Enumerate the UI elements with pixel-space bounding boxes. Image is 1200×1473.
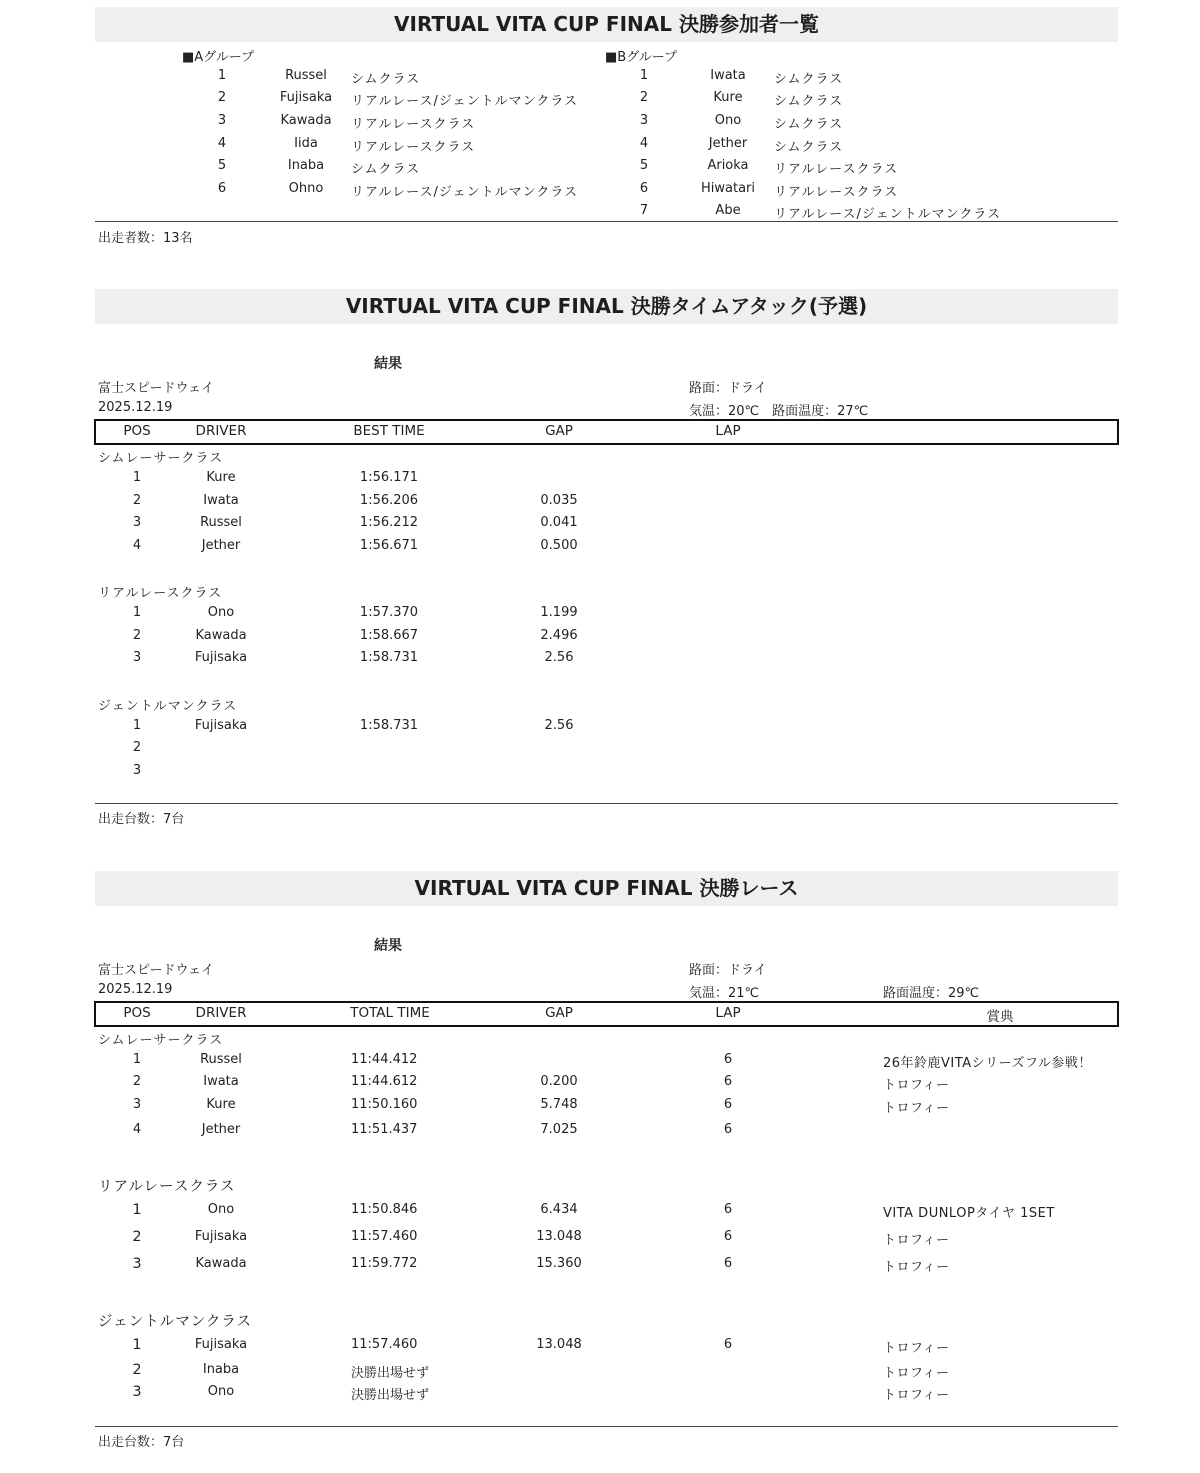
pos-cell: 2: [132, 628, 142, 643]
driver-cell: Inaba: [202, 1362, 240, 1377]
participant-class: リアルレース/ジェントルマンクラス: [351, 185, 578, 200]
driver-cell: Russel: [200, 1052, 242, 1067]
participant-class: リアルレース/ジェントルマンクラス: [774, 207, 1001, 222]
time-cell: 11:50.846: [351, 1202, 418, 1217]
participant-name: Arioka: [707, 158, 749, 173]
race-date: 2025.12.19: [98, 982, 173, 997]
driver-cell: Kure: [206, 470, 236, 485]
participant-class: シムクラス: [351, 162, 421, 177]
participant-class: シムクラス: [774, 117, 844, 132]
gap-cell: 0.035: [540, 493, 578, 508]
gap-cell: 0.041: [540, 515, 578, 530]
participant-number: 3: [639, 113, 649, 128]
time-cell: 11:44.412: [351, 1052, 418, 1067]
driver-cell: Kawada: [195, 1256, 247, 1271]
driver-cell: Ono: [207, 605, 235, 620]
divider: [95, 1426, 1118, 1427]
driver-cell: Fujisaka: [194, 1337, 248, 1352]
participant-class: シムクラス: [774, 94, 844, 109]
gap-cell: 13.048: [536, 1229, 582, 1244]
pos-cell: 3: [132, 650, 142, 665]
lap-cell: 6: [723, 1202, 733, 1217]
participant-name: Ohno: [288, 181, 324, 196]
gap-cell: 13.048: [536, 1337, 582, 1352]
gap-cell: 2.496: [540, 628, 578, 643]
time-cell: 11:57.460: [351, 1337, 418, 1352]
qualifying-date: 2025.12.19: [98, 400, 173, 415]
qualifying-header-time: BEST TIME: [353, 423, 425, 439]
gap-cell: 2.56: [544, 718, 574, 733]
prize-cell: トロフィー: [883, 1233, 950, 1248]
participant-number: 5: [217, 158, 227, 173]
gap-cell: 1.199: [540, 605, 578, 620]
participant-number: 3: [217, 113, 227, 128]
participant-class: リアルレースクラス: [351, 117, 476, 132]
time-cell: 1:56.206: [359, 493, 419, 508]
time-cell: 決勝出場せず: [351, 1388, 430, 1403]
prize-cell: トロフィー: [883, 1101, 950, 1116]
prize-cell: 26年鈴鹿VITAシリーズフル参戦！: [883, 1056, 1092, 1071]
participant-name: Kure: [713, 90, 743, 105]
race-result-label: 結果: [374, 938, 402, 954]
participant-number: 2: [217, 90, 227, 105]
participant-name: Jether: [708, 136, 748, 151]
driver-cell: Ono: [207, 1384, 235, 1399]
participant-class: リアルレースクラス: [351, 140, 476, 155]
driver-cell: Jether: [201, 538, 241, 553]
pos-cell: 2: [132, 1362, 142, 1378]
qualifying-surface: 路面：ドライ: [689, 381, 767, 396]
pos-cell: 3: [132, 1097, 142, 1112]
pos-cell: 1: [132, 1052, 142, 1067]
race-header-lap: LAP: [715, 1005, 741, 1021]
gap-cell: 2.56: [544, 650, 574, 665]
prize-cell: トロフィー: [883, 1260, 950, 1275]
gap-cell: 15.360: [536, 1256, 582, 1271]
class-heading: ジェントルマンクラス: [98, 1314, 252, 1330]
participant-class: シムクラス: [774, 140, 844, 155]
race-header-time: TOTAL TIME: [350, 1005, 430, 1021]
participant-number: 5: [639, 158, 649, 173]
participant-name: Iida: [294, 136, 318, 151]
participant-number: 6: [217, 181, 227, 196]
pos-cell: 2: [132, 1229, 142, 1245]
participant-number: 4: [217, 136, 227, 151]
pos-cell: 1: [132, 605, 142, 620]
gap-cell: 0.200: [540, 1074, 578, 1089]
qualifying-header-lap: LAP: [715, 423, 741, 439]
group-a-label: ■Aグループ: [182, 50, 255, 65]
time-cell: 1:56.671: [359, 538, 419, 553]
divider: [95, 221, 1118, 222]
class-heading: リアルレースクラス: [98, 586, 223, 601]
qualifying-title: VIRTUAL VITA CUP FINAL 決勝タイムアタック(予選): [95, 289, 1118, 324]
time-cell: 1:58.731: [359, 650, 419, 665]
lap-cell: 6: [723, 1074, 733, 1089]
race-header-gap: GAP: [545, 1005, 573, 1021]
race-header-driver: DRIVER: [195, 1005, 247, 1021]
gap-cell: 7.025: [540, 1122, 578, 1137]
time-cell: 1:56.171: [359, 470, 419, 485]
pos-cell: 2: [132, 1074, 142, 1089]
time-cell: 1:56.212: [359, 515, 419, 530]
participants-title: VIRTUAL VITA CUP FINAL 決勝参加者一覧: [95, 7, 1118, 42]
race-venue: 富士スピードウェイ: [98, 963, 214, 978]
race-air-temp: 気温：21℃: [689, 986, 760, 1001]
driver-cell: Fujisaka: [194, 650, 248, 665]
participant-class: リアルレース/ジェントルマンクラス: [351, 94, 578, 109]
driver-cell: Jether: [201, 1122, 241, 1137]
driver-cell: Iwata: [203, 1074, 239, 1089]
divider: [95, 803, 1118, 804]
participant-class: シムクラス: [351, 72, 421, 87]
pos-cell: 3: [132, 515, 142, 530]
pos-cell: 1: [132, 718, 142, 733]
pos-cell: 4: [132, 538, 142, 553]
time-cell: 1:57.370: [359, 605, 419, 620]
gap-cell: 0.500: [540, 538, 578, 553]
prize-cell: トロフィー: [883, 1078, 950, 1093]
pos-cell: 2: [132, 740, 142, 755]
driver-cell: Iwata: [203, 493, 239, 508]
qualifying-result-label: 結果: [374, 356, 402, 372]
lap-cell: 6: [723, 1052, 733, 1067]
class-heading: リアルレースクラス: [98, 1179, 236, 1195]
race-footer: 出走台数：7台: [98, 1435, 185, 1450]
pos-cell: 3: [132, 1256, 142, 1272]
race-header-prize: 賞典: [986, 1009, 1014, 1025]
pos-cell: 4: [132, 1122, 142, 1137]
time-cell: 11:44.612: [351, 1074, 418, 1089]
race-track-temp: 路面温度：29℃: [883, 986, 980, 1001]
lap-cell: 6: [723, 1122, 733, 1137]
driver-cell: Ono: [207, 1202, 235, 1217]
prize-cell: トロフィー: [883, 1388, 950, 1403]
participant-number: 1: [639, 68, 649, 83]
prize-cell: VITA DUNLOPタイヤ 1SET: [883, 1206, 1055, 1221]
race-title: VIRTUAL VITA CUP FINAL 決勝レース: [95, 871, 1118, 906]
qualifying-header-pos: POS: [123, 423, 151, 439]
pos-cell: 3: [132, 763, 142, 778]
participants-footer: 出走者数：13名: [98, 231, 193, 246]
time-cell: 11:51.437: [351, 1122, 418, 1137]
participant-name: Kawada: [280, 113, 332, 128]
qualifying-footer: 出走台数：7台: [98, 812, 185, 827]
class-heading: ジェントルマンクラス: [98, 699, 238, 714]
participant-name: Russel: [285, 68, 327, 83]
participant-name: Iwata: [710, 68, 746, 83]
participant-number: 6: [639, 181, 649, 196]
participant-name: Hiwatari: [700, 181, 755, 196]
lap-cell: 6: [723, 1337, 733, 1352]
group-b-label: ■Bグループ: [605, 50, 678, 65]
time-cell: 1:58.731: [359, 718, 419, 733]
participant-class: リアルレースクラス: [774, 185, 899, 200]
time-cell: 11:59.772: [351, 1256, 418, 1271]
race-header-pos: POS: [123, 1005, 151, 1021]
time-cell: 決勝出場せず: [351, 1366, 430, 1381]
prize-cell: トロフィー: [883, 1366, 950, 1381]
prize-cell: トロフィー: [883, 1341, 950, 1356]
participant-number: 1: [217, 68, 227, 83]
qualifying-header-driver: DRIVER: [195, 423, 247, 439]
pos-cell: 1: [132, 470, 142, 485]
participant-number: 2: [639, 90, 649, 105]
participant-number: 4: [639, 136, 649, 151]
participant-class: リアルレースクラス: [774, 162, 899, 177]
class-heading: シムレーサークラス: [98, 1033, 224, 1048]
driver-cell: Kure: [206, 1097, 236, 1112]
lap-cell: 6: [723, 1256, 733, 1271]
qualifying-header-gap: GAP: [545, 423, 573, 439]
time-cell: 1:58.667: [359, 628, 419, 643]
driver-cell: Kawada: [195, 628, 247, 643]
qualifying-venue: 富士スピードウェイ: [98, 381, 214, 396]
pos-cell: 1: [132, 1202, 142, 1218]
participant-name: Abe: [715, 203, 741, 218]
pos-cell: 3: [132, 1384, 142, 1400]
participant-class: シムクラス: [774, 72, 844, 87]
participant-name: Inaba: [287, 158, 325, 173]
race-surface: 路面：ドライ: [689, 963, 767, 978]
driver-cell: Russel: [200, 515, 242, 530]
time-cell: 11:57.460: [351, 1229, 418, 1244]
lap-cell: 6: [723, 1229, 733, 1244]
driver-cell: Fujisaka: [194, 1229, 248, 1244]
pos-cell: 1: [132, 1337, 142, 1353]
class-heading: シムレーサークラス: [98, 451, 224, 466]
gap-cell: 5.748: [540, 1097, 578, 1112]
gap-cell: 6.434: [540, 1202, 578, 1217]
lap-cell: 6: [723, 1097, 733, 1112]
pos-cell: 2: [132, 493, 142, 508]
participant-number: 7: [639, 203, 649, 218]
participant-name: Fujisaka: [279, 90, 333, 105]
driver-cell: Fujisaka: [194, 718, 248, 733]
participant-name: Ono: [714, 113, 742, 128]
qualifying-temps: 気温：20℃ 路面温度：27℃: [689, 404, 869, 419]
time-cell: 11:50.160: [351, 1097, 418, 1112]
